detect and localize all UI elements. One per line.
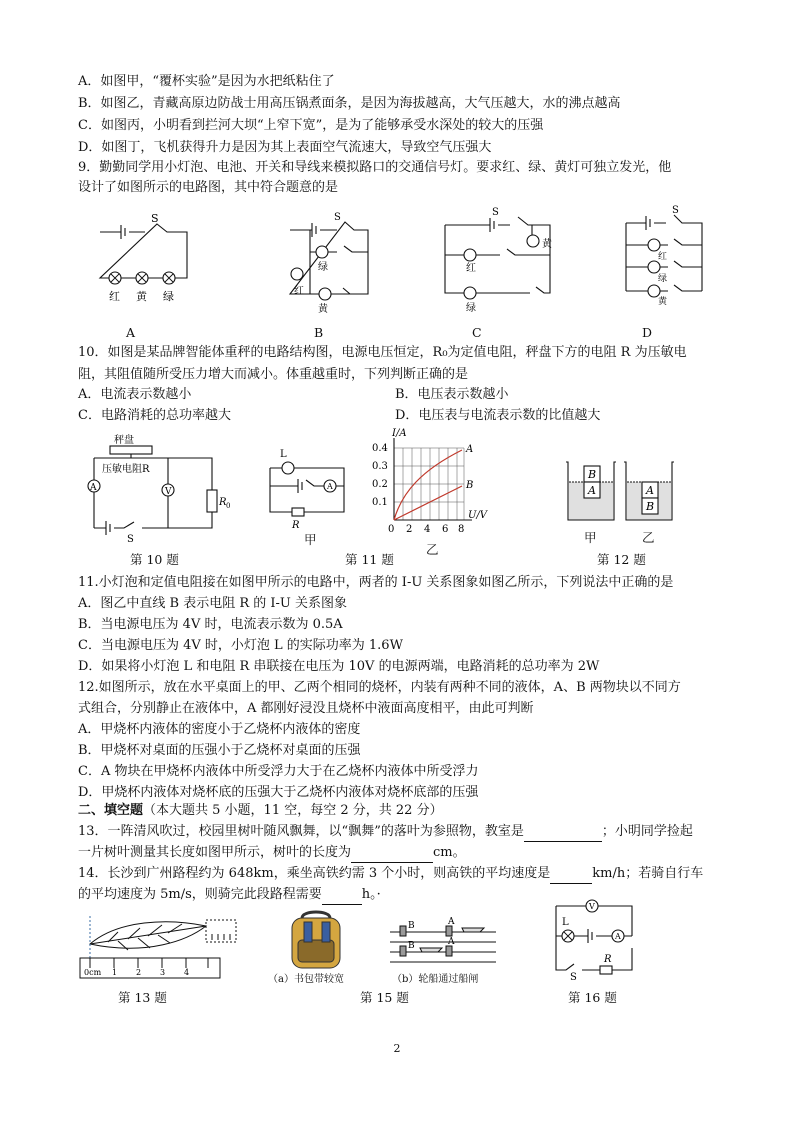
switch-label: S <box>334 212 341 223</box>
y-tick: 0.4 <box>372 443 388 454</box>
voltmeter-label: V <box>589 902 595 911</box>
x-tick: 2 <box>406 524 413 535</box>
ruler-tick: 3 <box>160 968 166 977</box>
section-heading <box>78 801 443 821</box>
q13-text: cm。 <box>433 845 466 860</box>
q13-line2 <box>78 843 466 863</box>
q14-text: h。· <box>361 887 381 902</box>
q9-label-a: A <box>126 325 136 340</box>
q12-option-b: B．甲烧杯对桌面的压强小于乙烧杯对桌面的压强 <box>78 743 361 758</box>
switch-label: S <box>570 972 577 983</box>
fig12-beakers <box>560 458 680 528</box>
q13-line1 <box>78 822 693 842</box>
q10-option-b: B．电压表示数越小 <box>395 387 509 402</box>
fig13-leaf-ruler <box>78 912 248 982</box>
q11-stem: 11.小灯泡和定值电阻接在如图甲所示的电路中，两者的 I-U 关系图象如图乙所示，下列说法中正确的是 <box>78 575 674 590</box>
lamp-label: L <box>562 917 569 928</box>
fig12-caption-b: 乙 <box>642 530 655 545</box>
y-tick: 0.2 <box>372 479 388 490</box>
yellow-label: 黄 <box>136 290 147 303</box>
block-b-label: B <box>588 468 597 481</box>
q9-label-b: B <box>314 325 324 340</box>
q12-option-a: A．甲烧杯内液体的密度小于乙烧杯内液体的密度 <box>78 722 361 737</box>
q13-text: 13．一阵清风吹过，校园里树叶随风飘舞，以“飘舞”的落叶为参照物，教室是 <box>78 824 524 839</box>
q9-stem-line2: 设计了如图所示的电路图，其中符合题意的是 <box>78 180 339 195</box>
section-note: （本大题共 5 小题，11 空，每空 2 分，共 22 分） <box>143 803 443 818</box>
caption-q15: 第 15 题 <box>360 990 409 1005</box>
yellow-label: 黄 <box>658 297 668 307</box>
red-label: 红 <box>294 286 304 297</box>
green-label: 绿 <box>466 303 476 314</box>
block-a-label: A <box>646 484 654 497</box>
page-number: 2 <box>393 1042 401 1055</box>
q12-option-d: D．甲烧杯内液体对烧杯底的压强大于乙烧杯内液体对烧杯底部的压强 <box>78 785 479 800</box>
q9-circuit-c <box>440 205 555 315</box>
voltmeter-label: V <box>165 487 172 497</box>
y-tick: 0.3 <box>372 461 388 472</box>
switch-label: S <box>672 205 679 216</box>
x-axis-label: U/V <box>468 510 488 521</box>
x-tick: 4 <box>424 524 431 535</box>
q13-text: ；小明同学捡起 <box>601 824 693 839</box>
gate-a-label: A <box>448 937 455 947</box>
q12-stem-line1: 12.如图所示，放在水平桌面上的甲、乙两个相同的烧杯，内装有两种不同的液体，A、B 两物块以不同方 <box>78 680 681 695</box>
switch-label: S <box>127 534 134 545</box>
fig11-graph <box>372 428 492 542</box>
gate-a-label: A <box>448 917 455 927</box>
q13-text: 一片树叶测量其长度如图甲所示，树叶的长度为 <box>78 845 352 860</box>
green-label: 绿 <box>163 290 174 303</box>
green-label: 绿 <box>658 274 668 284</box>
q10-option-d: D．电压表与电流表示数的比值越大 <box>395 408 601 423</box>
q12-stem-line2: 式组合，分别静止在液体中，A 都刚好浸没且烧杯中液面高度相平，由此可判断 <box>78 701 534 716</box>
resistor-label: R <box>604 954 612 965</box>
sensor-resistor-label: 压敏电阻R <box>102 464 150 475</box>
r0-label: R <box>219 497 227 508</box>
fig11-caption-a: 甲 <box>304 532 317 547</box>
fig15-caption-a: （a）书包带较宽 <box>268 974 344 985</box>
fig15-ship-lock <box>388 918 498 968</box>
caption-q12: 第 12 题 <box>597 552 646 567</box>
green-label: 绿 <box>318 262 328 273</box>
q14-text: 的平均速度为 5m/s，则骑完此段路程需要 <box>78 887 322 902</box>
r0-subscript: 0 <box>226 502 231 510</box>
answer-blank[interactable] <box>550 869 592 884</box>
x-tick: 0 <box>388 524 395 535</box>
q8-option-b: B．如图乙，青藏高原边防战士用高压锅煮面条，是因为海拔越高，大气压越大，水的沸点越高 <box>78 96 621 111</box>
caption-q11: 第 11 题 <box>345 552 394 567</box>
y-tick: 0.1 <box>372 497 388 508</box>
q14-line2 <box>78 885 381 905</box>
yellow-label: 黄 <box>318 304 328 315</box>
gate-b-label: B <box>408 941 415 951</box>
answer-blank[interactable] <box>351 848 433 863</box>
ammeter-label: A <box>327 482 333 491</box>
q10-stem-line1: 10．如图是某品牌智能体重秤的电路结构图，电源电压恒定，R₀为定值电阻，秤盘下方的电阻 R 为压敏电 <box>78 345 687 360</box>
line-a-label: A <box>466 444 474 455</box>
resistor-label: R <box>292 520 300 531</box>
q14-text: 14．长沙到广州路程约为 648km，乘坐高铁约需 3 个小时，则高铁的平均速度是 <box>78 866 551 881</box>
fig16-circuit <box>548 898 648 983</box>
red-label: 红 <box>109 290 120 303</box>
answer-blank[interactable] <box>322 890 362 905</box>
q11-option-a: A．图乙中直线 B 表示电阻 R 的 I-U 关系图象 <box>78 596 348 611</box>
gate-b-label: B <box>408 921 415 931</box>
fig12-caption-a: 甲 <box>584 530 597 545</box>
ruler-tick: 1 <box>112 968 118 977</box>
q8-option-c: C．如图丙，小明看到拦河大坝“上窄下宽”，是为了能够承受水深处的较大的压强 <box>78 118 544 133</box>
q9-circuit-a <box>95 212 195 312</box>
caption-q10: 第 10 题 <box>130 552 179 567</box>
q11-option-b: B．当电源电压为 4V 时，电流表示数为 0.5A <box>78 617 343 632</box>
q12-option-c: C．A 物块在甲烧杯内液体中所受浮力大于在乙烧杯内液体中所受浮力 <box>78 764 479 779</box>
q9-label-d: D <box>642 325 653 340</box>
q9-label-c: C <box>472 325 482 340</box>
fig11-circuit <box>262 448 352 531</box>
fig10-circuit <box>80 432 231 545</box>
red-label: 红 <box>466 263 476 274</box>
q9-circuit-b <box>282 212 382 322</box>
ruler-tick: 4 <box>184 968 190 977</box>
x-tick: 6 <box>442 524 449 535</box>
ruler-tick: 0cm <box>84 968 102 977</box>
q8-option-d: D．如图丁，飞机获得升力是因为其上表面空气流速大，导致空气压强大 <box>78 140 492 155</box>
q14-text: km/h；若骑自行车 <box>592 866 704 881</box>
q9-circuit-d <box>618 205 708 315</box>
fig15-backpack <box>282 910 352 972</box>
lamp-label: L <box>280 449 287 460</box>
x-tick: 8 <box>458 524 465 535</box>
block-b-label: B <box>646 500 655 513</box>
pan-label: 秤盘 <box>114 435 134 446</box>
fig11-caption-b: 乙 <box>426 542 439 557</box>
section-title: 二、填空题 <box>78 803 144 818</box>
q14-line1 <box>78 864 703 884</box>
fig15-caption-b: （b）轮船通过船闸 <box>392 974 479 985</box>
switch-label: S <box>151 212 159 225</box>
red-label: 红 <box>658 252 668 262</box>
q10-option-c: C．电路消耗的总功率越大 <box>78 408 231 423</box>
caption-q16: 第 16 题 <box>568 990 617 1005</box>
line-b-label: B <box>466 480 474 491</box>
q9-stem-line1: 9．勤勤同学用小灯泡、电池、开关和导线来模拟路口的交通信号灯。要求红、绿、黄灯可独立发光，他 <box>78 160 672 175</box>
y-axis-label: I/A <box>392 428 407 439</box>
q11-option-d: D．如果将小灯泡 L 和电阻 R 串联接在电压为 10V 的电源两端，电路消耗的总功率为 2W <box>78 659 600 674</box>
q11-option-c: C．当电源电压为 4V 时，小灯泡 L 的实际功率为 1.6W <box>78 638 403 653</box>
ammeter-label: A <box>615 932 621 941</box>
q8-option-a: A．如图甲，“覆杯实验”是因为水把纸粘住了 <box>78 74 335 89</box>
q10-option-a: A．电流表示数越小 <box>78 387 192 402</box>
yellow-label: 黄 <box>542 239 552 250</box>
switch-label: S <box>492 207 499 218</box>
caption-q13: 第 13 题 <box>118 990 167 1005</box>
block-a-label: A <box>588 484 596 497</box>
ammeter-label: A <box>90 483 97 493</box>
ruler-tick: 2 <box>136 968 142 977</box>
answer-blank[interactable] <box>524 827 602 842</box>
q10-stem-line2: 阻，其阻值随所受压力增大而减小。体重越重时，下列判断正确的是 <box>78 367 469 382</box>
